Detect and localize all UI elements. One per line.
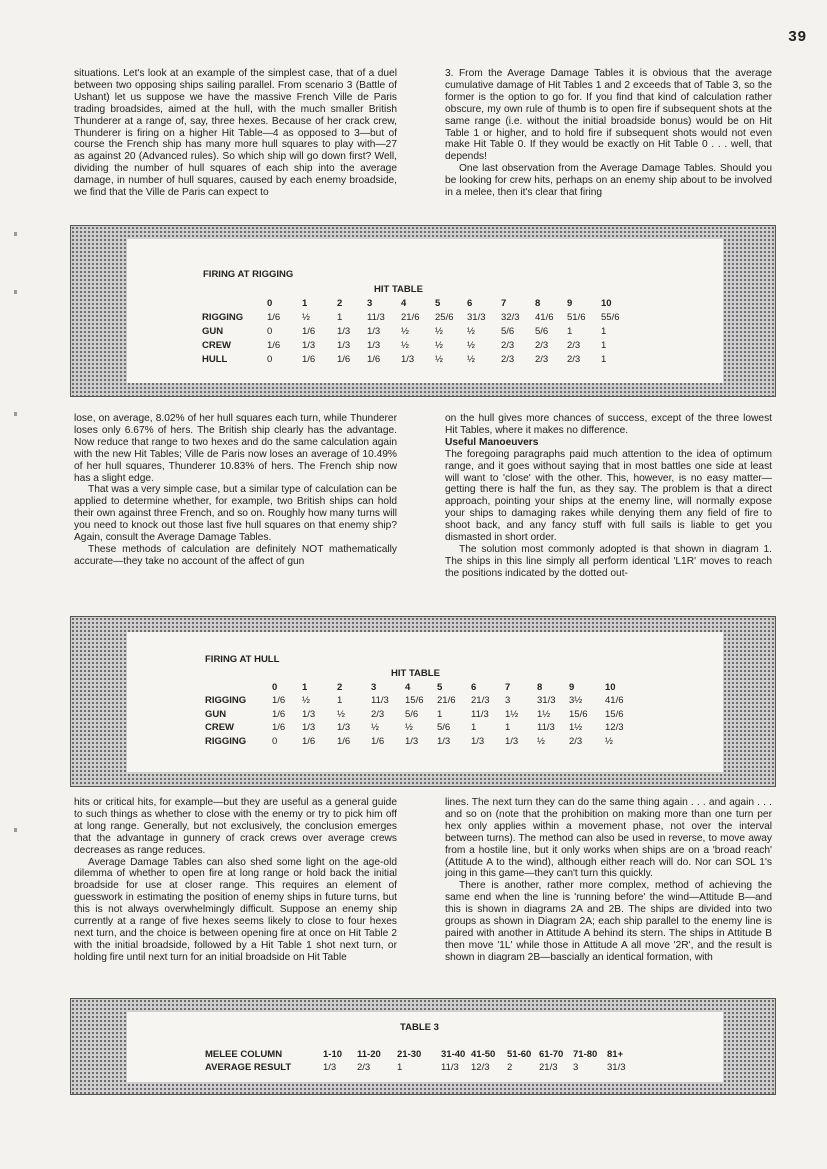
table-cell: 1/6	[371, 735, 385, 747]
table-cell: 15/6	[405, 695, 424, 706]
table-cell: 1/6	[272, 722, 286, 733]
table-cell: 1/6	[337, 354, 351, 365]
table-cell: 25/6	[435, 312, 454, 323]
table-cell: 1/6	[272, 695, 286, 706]
table-cell: ½	[302, 312, 310, 323]
table-cell: 1	[567, 326, 573, 337]
table-cell: 5/6	[501, 326, 515, 337]
table-cell: 2/3	[567, 354, 581, 365]
hit-table-label: HIT TABLE	[374, 284, 423, 295]
paragraph: The solution most commonly adopted is that shown in diagram 1. The ships in this line simply all perform identical 'L1R' moves to reach the positions indicated by the dotted out-	[445, 543, 772, 579]
average-result-value: 21/3	[539, 1062, 558, 1073]
table-title: FIRING AT RIGGING	[203, 269, 294, 280]
column-header: 4	[405, 682, 411, 693]
average-result-value: 12/3	[471, 1062, 490, 1073]
table-cell: 1/6	[302, 326, 316, 337]
table-cell: 21/6	[437, 695, 456, 706]
column-header: 8	[537, 682, 543, 693]
table-firing-at-rigging	[70, 225, 776, 397]
table-cell: 1/3	[302, 340, 316, 351]
column-header: 3	[367, 298, 373, 309]
table-cell: ½	[401, 340, 409, 351]
row-label: CREW	[205, 722, 235, 733]
table-cell: 1/3	[437, 735, 451, 747]
table-cell: 5/6	[437, 722, 451, 733]
column-header: 6	[467, 298, 473, 309]
table-cell: 1/6	[302, 735, 316, 747]
table-cell: ½	[467, 340, 475, 351]
table-cell: 1/3	[405, 735, 419, 747]
table-cell: 1½	[505, 708, 519, 720]
table-cell: 41/6	[535, 312, 554, 323]
section-heading: Useful Manoeuvers	[445, 436, 539, 448]
table-cell: 1½	[537, 708, 551, 720]
average-result-value: 3	[573, 1062, 579, 1073]
melee-column-value: 71-80	[573, 1049, 598, 1060]
table-cell: 1/3	[302, 708, 316, 720]
average-result-value: 1	[397, 1062, 403, 1073]
paragraph: hits or critical hits, for example—but they are useful as a general guide to such things as whether to close with the enemy or try to pick him off at long range. Generally, but not exclusively, the conclusion emerges that the advantage in gunnery of crack crews over average crews decreases as range reduces.	[74, 797, 397, 856]
table-cell: 5/6	[535, 326, 549, 337]
margin-mark	[14, 290, 17, 294]
column-header: 7	[501, 298, 507, 309]
table-cell: 1/3	[337, 340, 351, 351]
column-header: 5	[437, 682, 443, 693]
table-cell: 21/6	[401, 312, 420, 323]
margin-mark	[14, 828, 17, 832]
table-cell: 2/3	[501, 340, 515, 351]
mid-right-intro: on the hull gives more chances of success, except of the three lowest Hit Tables, where it makes no difference.	[445, 413, 772, 436]
average-result-value: 2	[507, 1062, 513, 1073]
table-cell: 15/6	[569, 708, 588, 720]
table-cell: 1/3	[302, 722, 316, 733]
row-label: GUN	[202, 326, 224, 337]
margin-mark	[14, 232, 17, 236]
melee-column-value: 11-20	[357, 1049, 381, 1060]
column-header: 8	[535, 298, 541, 309]
bottom-left-column	[74, 797, 397, 964]
paragraph: There is another, rather more complex, method of achieving the same end when the line is 'running before' the wind—Attitude B—and this is shown in diagrams 2A and 2B. The ships are divided into two groups as shown in Diagram 2A; each ship parallel to the enemy line is paired with another in Attitude A behind its stern. The ships in Attitude B then move '1L' while those in Attitude A all move '2R', and the result is shown in diagram 2B—bascially an identical formation, with	[445, 880, 772, 963]
table-cell: 1/3	[401, 354, 415, 365]
column-header: 3	[371, 682, 377, 693]
table-cell: ½	[405, 722, 413, 733]
paragraph: lines. The next turn they can do the same thing again . . . and again . . . and so on (note that the prohibition on making more than one turn per hex only applies within a movement phase, not over the interval between turns). The method can also be used in reverse, to move away from a hostile line, but it only works when ships are on a 'broad reach' (Attitude A to the wind), although either reach will do. Nor can SOL 1's joing in this game—they can't turn this quickly.	[445, 797, 772, 880]
melee-column-value: 31-40	[441, 1049, 466, 1060]
table-cell: 1	[505, 722, 511, 733]
table-cell: 5/6	[405, 708, 419, 720]
top-left-column	[74, 68, 397, 199]
table-cell: 21/3	[471, 695, 490, 706]
table-firing-at-hull	[70, 616, 776, 787]
table-cell: ½	[435, 326, 443, 337]
table-cell: 2/3	[371, 708, 385, 720]
table-cell: 1/6	[337, 735, 351, 747]
table-cell: ½	[401, 326, 409, 337]
paragraph: One last observation from the Average Damage Tables. Should you be looking for crew hits, perhaps on an enemy ship about to be involved in a melee, then it's clear that firing	[445, 163, 772, 199]
margin-mark	[14, 412, 17, 416]
table-cell: 1/3	[367, 326, 381, 337]
table-cell: 2/3	[535, 340, 549, 351]
table-cell: 11/3	[367, 312, 385, 323]
table-cell: 1	[601, 326, 607, 337]
paragraph: lose, on average, 8.02% of her hull squares each turn, while Thunderer loses only 6.67% of hers. The British ship clearly has the advantage. Now reduce that range to two hexes and do the same calculation again with the new Hit Tables; Ville de Paris now loses an average of 10.49% of her hull squares, Thunderer 10.83% of hers. The French ship now has a slight edge.	[74, 413, 397, 484]
melee-column-value: 41-50	[471, 1049, 496, 1060]
column-header: 2	[337, 682, 343, 693]
table-cell: 1/3	[337, 722, 351, 733]
column-header: 2	[337, 298, 343, 309]
table-cell: 12/3	[605, 722, 624, 733]
row-label: RIGGING	[202, 312, 244, 323]
paragraph: situations. Let's look at an example of the simplest case, that of a duel between two opposing ships sailing parallel. From scenario 3 (Battle of Ushant) let us suppose we have the massive French Ville de Paris trading broadsides, aimed at the hull, with the much smaller British Thunderer at a range of, say, three hexes. Because of her crack crew, Thunderer is firing on a higher Hit Table—4 as opposed to 3—but of course the French ship has many more hull squares to play with—27 as against 20 (Advanced rules). So which ship will go down first? Well, dividing the number of hull squares of each ship into the average damage, in number of hull squares, caused by each enemy broadside, we find that the Ville de Paris can expect to	[74, 68, 397, 199]
melee-column-value: 81+	[607, 1049, 624, 1060]
column-header: 10	[605, 682, 616, 693]
row-label: HULL	[202, 354, 228, 365]
table-cell: ½	[435, 354, 443, 365]
table-cell: 51/6	[567, 312, 586, 323]
average-result-value: 1/3	[323, 1062, 337, 1073]
table-cell: 0	[267, 326, 273, 337]
average-result-value: 2/3	[357, 1062, 371, 1073]
paragraph: These methods of calculation are definitely NOT mathematically accurate—they take no account of the affect of gun	[74, 543, 397, 567]
column-header: 4	[401, 298, 407, 309]
table-cell: ½	[302, 695, 310, 706]
table-cell: 41/6	[605, 695, 624, 706]
column-header: 0	[272, 682, 278, 693]
table-cell: 2/3	[569, 735, 583, 747]
paragraph: The foregoing paragraphs paid much attention to the idea of optimum range, and it goes without saying that in most battles one side at least will want to 'close' with the other. This, however, is no easy matter—getting there is half the fun, as they say. The problem is that a direct approach, pointing your ships at the enemy line, will normally expose your ships to damaging rakes while denying them any field of fire to shoot back, and any fancy stuff with full sails is liable to get you dismasted in short order.	[445, 448, 772, 544]
row-label: RIGGING	[205, 735, 247, 747]
column-header: 10	[601, 298, 612, 309]
table-cell: 1/6	[267, 312, 281, 323]
table-cell: 1	[471, 722, 477, 733]
melee-column-value: 61-70	[539, 1049, 564, 1060]
average-result-value: 11/3	[441, 1062, 459, 1073]
table-cell: 1/6	[367, 354, 381, 365]
page-number: 39	[788, 28, 807, 45]
melee-column-value: 1-10	[323, 1049, 343, 1060]
table-cell: 1	[337, 312, 343, 323]
table-cell: 2/3	[501, 354, 515, 365]
melee-column-value: 51-60	[507, 1049, 532, 1060]
top-right-column	[445, 68, 772, 199]
column-header: 9	[567, 298, 573, 309]
table-cell: 1/3	[471, 735, 485, 747]
column-header: 1	[302, 298, 308, 309]
column-header: 5	[435, 298, 441, 309]
average-result-label: AVERAGE RESULT	[205, 1062, 292, 1073]
table-cell: 15/6	[605, 708, 624, 720]
table-cell: 0	[267, 354, 273, 365]
mid-left-column	[74, 413, 397, 568]
table-cell: 2/3	[567, 340, 581, 351]
row-label: RIGGING	[205, 695, 247, 706]
paragraph: That was a very simple case, but a similar type of calculation can be applied to determine whether, for example, two British ships can hold their own against three French, and so on. Roughly how many turns will you need to knock out those last five hull squares on that enemy ship? Again, consult the Average Damage Tables.	[74, 484, 397, 544]
table-cell: 1/3	[367, 340, 381, 351]
table-cell: 31/3	[467, 312, 486, 323]
column-header: 7	[505, 682, 511, 693]
table-cell: 1	[337, 695, 343, 706]
table-cell: 31/3	[537, 695, 556, 706]
table-cell: 0	[272, 735, 278, 747]
table-cell: 1	[601, 354, 607, 365]
column-header: 1	[302, 682, 308, 693]
table-cell: 1	[601, 340, 607, 351]
table-cell: 32/3	[501, 312, 520, 323]
table-cell: 3½	[569, 695, 583, 706]
table-cell: 11/3	[471, 708, 489, 720]
table-cell: 55/6	[601, 312, 620, 323]
row-label: CREW	[202, 340, 232, 351]
melee-column-value: 21-30	[397, 1049, 422, 1060]
mid-right-column	[445, 413, 772, 580]
table-cell: 1/6	[272, 708, 286, 720]
table-cell: 1/6	[267, 340, 281, 351]
table-cell: 3	[505, 695, 511, 706]
table-cell: 1/3	[337, 326, 351, 337]
table-cell: ½	[435, 340, 443, 351]
column-header: 0	[267, 298, 273, 309]
table-cell: ½	[467, 326, 475, 337]
table-cell: 11/3	[537, 722, 555, 733]
melee-column-label: MELEE COLUMN	[205, 1049, 283, 1060]
table-cell: ½	[605, 735, 613, 747]
table-cell: 1½	[569, 722, 583, 733]
table-cell: 1/6	[302, 354, 316, 365]
table-cell: ½	[467, 354, 475, 365]
table-cell: 11/3	[371, 695, 389, 706]
table-cell: ½	[371, 722, 379, 733]
table3-title: TABLE 3	[400, 1022, 439, 1033]
table-cell: ½	[337, 708, 345, 720]
table-cell: 2/3	[535, 354, 549, 365]
row-label: GUN	[205, 708, 227, 720]
table-3-melee	[70, 998, 776, 1095]
table-cell: 1	[437, 708, 443, 720]
table-title: FIRING AT HULL	[205, 654, 280, 665]
bottom-right-column	[445, 797, 772, 964]
paragraph: Average Damage Tables can also shed some light on the age-old dilemma of whether to open fire at long range or hold back the initial broadside for use at closer range. This requires an element of guesswork in estimating the position of enemy ships in future turns, but this is not always overwhelmingly difficult. Suppose an enemy ship currently at a range of five hexes seems likely to close to four hexes next turn, and the choice is between opening fire at once on Hit Table 2 with the initial broadside, followed by a Hit Table 1 shot next turn, or holding fire until next turn for an initial broadside on Hit Table	[74, 856, 397, 963]
average-result-value: 31/3	[607, 1062, 626, 1073]
table-cell: ½	[537, 735, 545, 747]
hit-table-label: HIT TABLE	[391, 668, 440, 679]
table-cell: 1/3	[505, 735, 519, 747]
column-header: 9	[569, 682, 575, 693]
column-header: 6	[471, 682, 477, 693]
paragraph: 3. From the Average Damage Tables it is obvious that the average cumulative damage of Hit Tables 1 and 2 exceeds that of Table 3, so the former is the option to go for. If you find that kind of calculation rather obscure, my own rule of thumb is to open fire if subsequent shots at the same range (i.e. without the initial broadside bonus) would be on Hit Table 1 or higher, and to hold fire if subsequent shots would not even make Hit Table 0. If they would be exactly on Hit Table 0 . . . well, that depends!	[445, 68, 772, 163]
